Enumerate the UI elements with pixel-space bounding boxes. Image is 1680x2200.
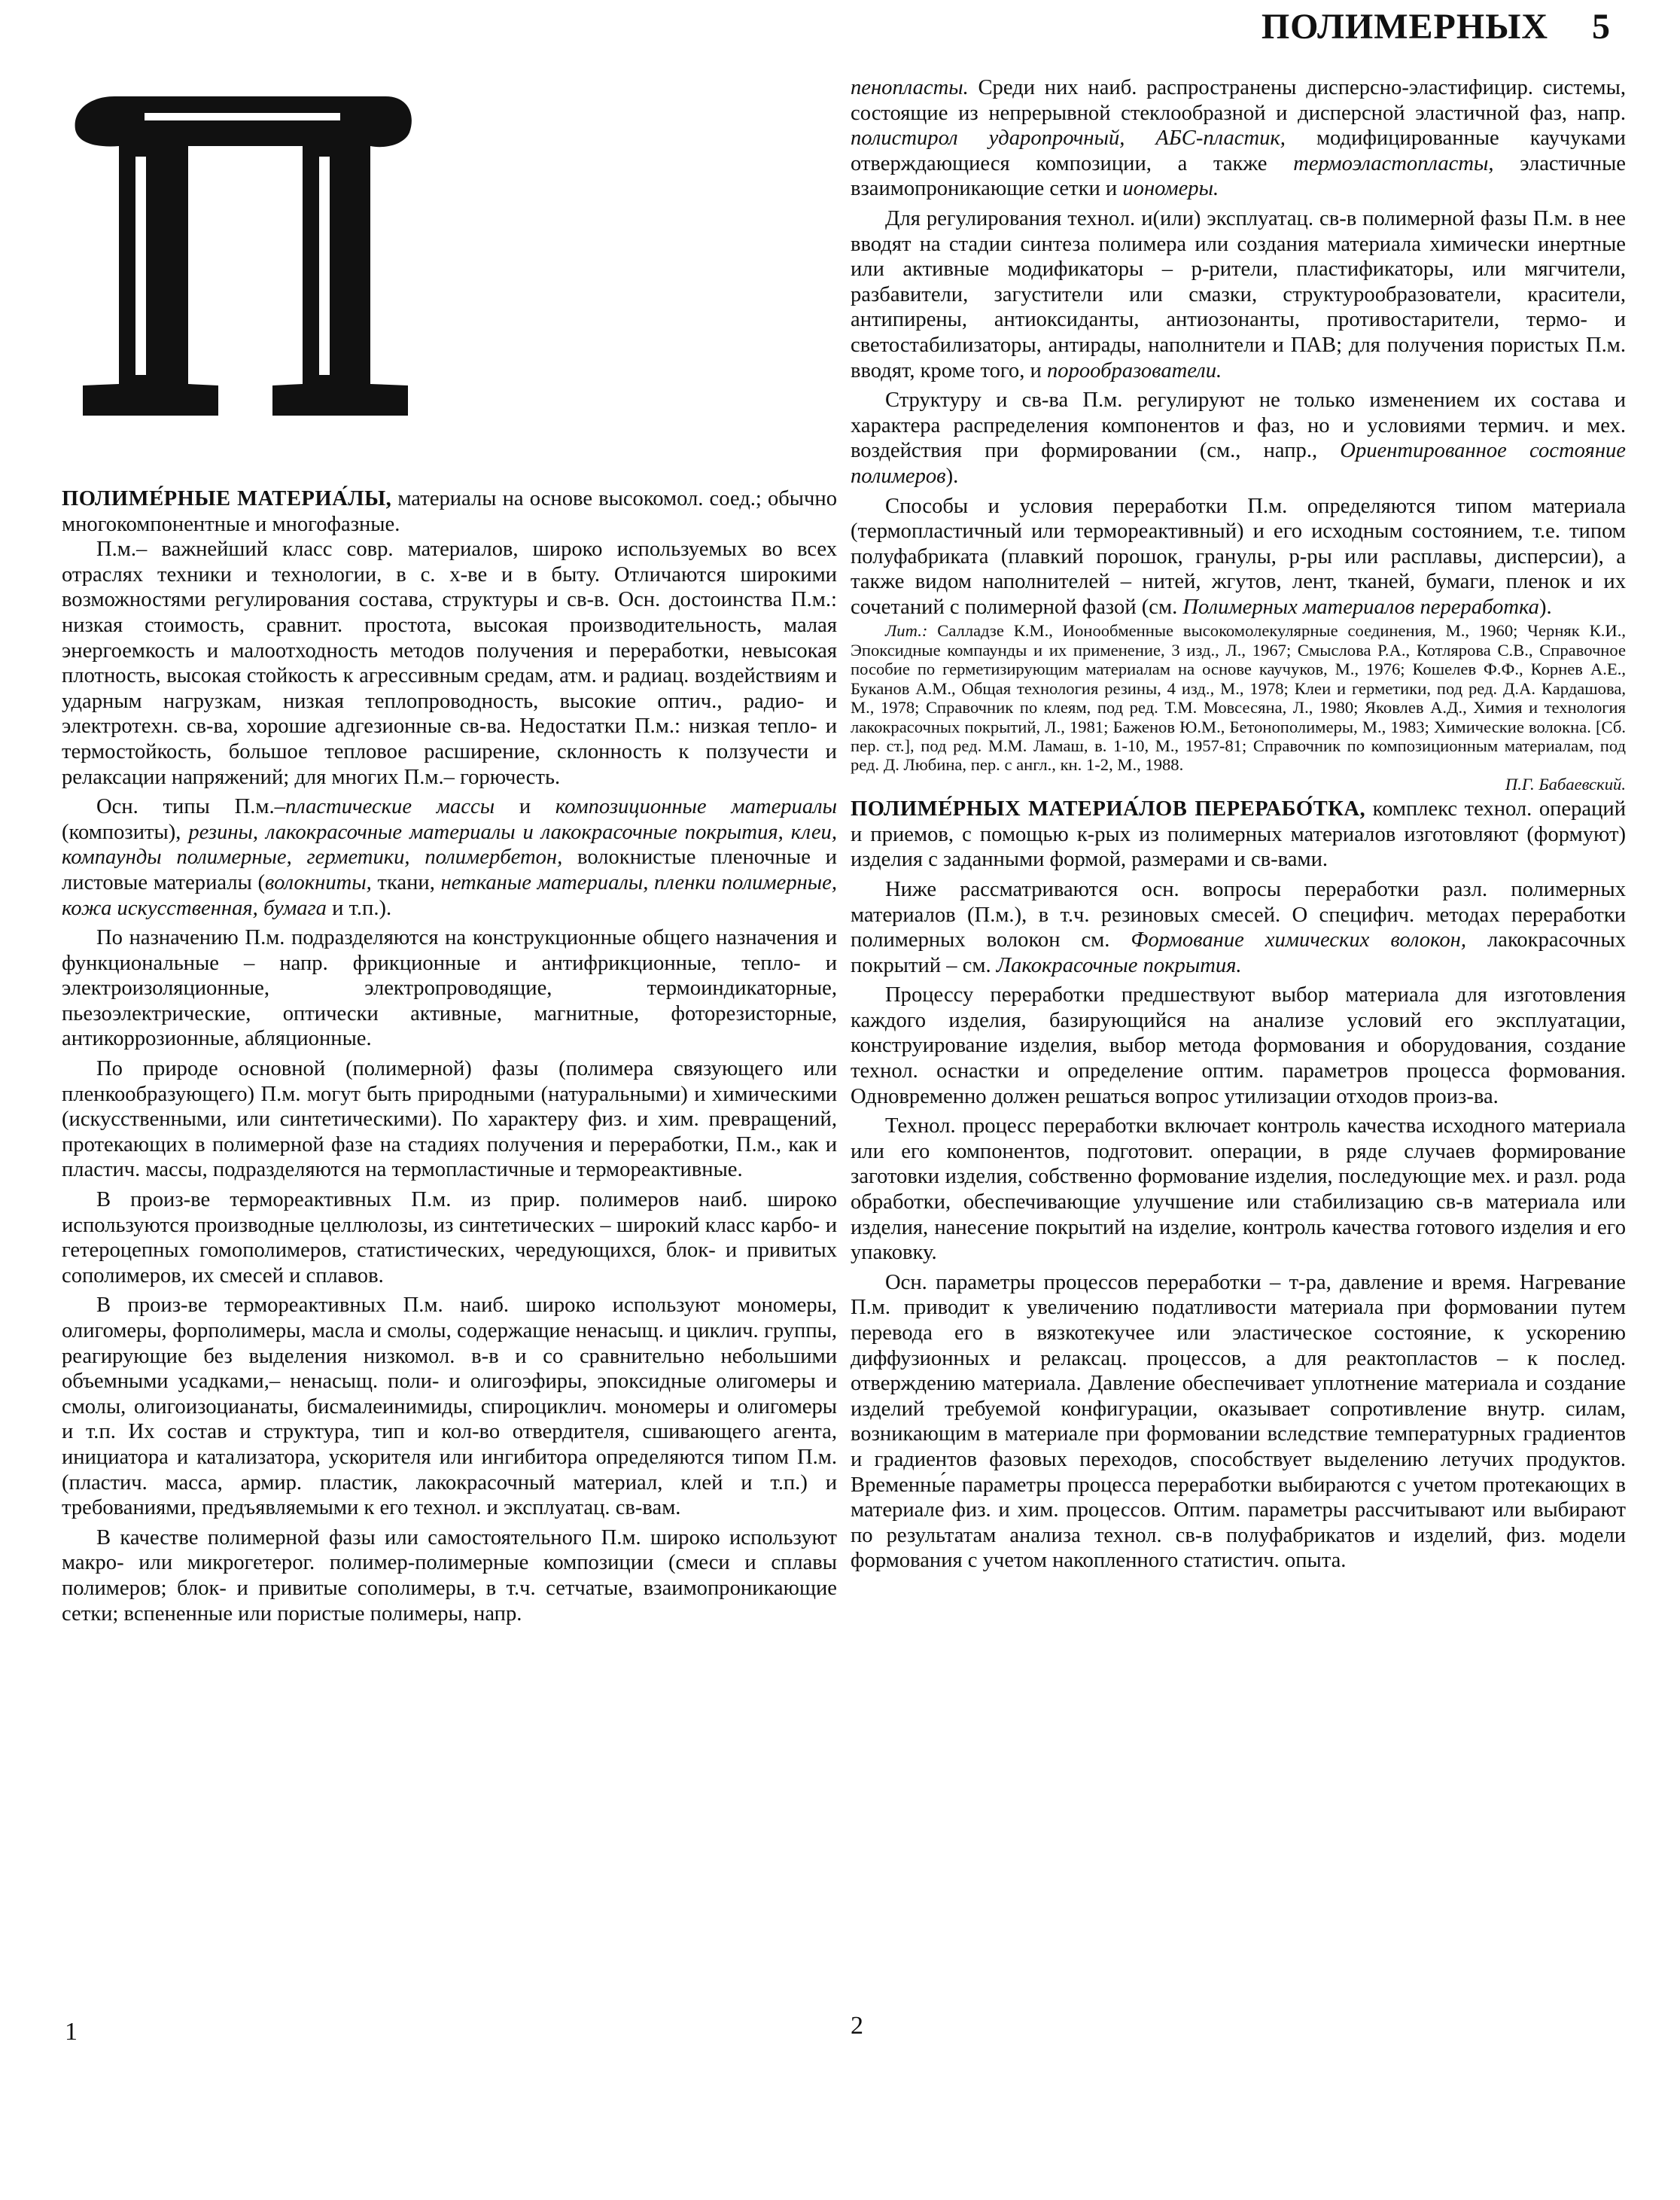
paragraph: В качестве полимерной фазы или самостоятельного П.м. широко используют макро- или микрогетерог. полимер-полимерные композиции (смеси и сплавы полимеров; блок- и привитые сополимеры, в т.ч. сетчатые, взаимопроникающие сетки; вспененные или пористые полимеры, напр. [62,1525,837,1626]
entry-term: ПОЛИМЕ́РНЫХ МАТЕРИА́ЛОВ ПЕРЕРАБО́ТКА, [851,797,1366,821]
entry-term: ПОЛИМЕ́РНЫЕ МАТЕРИА́ЛЫ, [62,487,392,510]
running-header [1262,6,1611,47]
paragraph: По природе основной (полимерной) фазы (полимера связующего или пленкообразующего) П.м. могут быть природными (натуральными) и химическими (искусственными, или синтетическими). По характеру физ. и хим. превращений, протекающих в полимерной фазе на стадиях получения и переработки, П.м., как и пластич. массы, подразделяются на термопластичные и термореактивные. [62,1057,837,1182]
header-page-number: 5 [1592,7,1611,47]
paragraph: Для регулирования технол. и(или) эксплуатац. св-в полимерной фазы П.м. в нее вводят на стадии синтеза полимера или создания материала химически инертные или активные модификаторы – р-рители, пластификаторы, или мягчители, разбавители, загустители или смазки, структурообразователи, красители, антипирены, антиоксиданты, антиозонанты, противостарители, термо- и светостабилизаторы, антирады, наполнители и ПАВ; для получения пористых П.м. вводят, кроме того, и порообразователи. [851,206,1626,382]
paragraph: В произ-ве термореактивных П.м. из прир. полимеров наиб. широко используются производные целлюлозы, из синтетических – широкий класс карбо- и гетероцепных гомополимеров, статистических, чередующихся, блок- и привитых сополимеров, их смесей и сплавов. [62,1188,837,1287]
right-column [851,75,1626,1574]
paragraph: Технол. процесс переработки включает контроль качества исходного материала или его компонентов, подготовит. операции, в ряде случаев формирование заготовки изделия, собственно формование изделия, последующие мех. и разл. рода обработки, обеспечивающие улучшение или стабилизацию св-в материала или изделия, нанесение покрытий на изделие, контроль качества готового изделия и его упаковку. [851,1114,1626,1265]
column-number-right: 2 [851,2012,863,2040]
paragraph: Осн. параметры процессов переработки – т-ра, давление и время. Нагревание П.м. приводит к увеличению податливости материала при формовании путем перевода его в вязкотекучее или эластическое состояние, к ускорению диффузионных и релаксац. процессов, а для реактопластов – к послед. отверждению материала. Давление обеспечивает уплотнение материала и создание изделий требуемой конфигурации, оказывает сопротивление внутр. силам, возникающим в материале при формовании вследствие температурных градиентов и градиентов фазовых переходов, способствует выделению летучих продуктов. Временны́е параметры процесса переработки выбираются с учетом протекающих в материале физ. и хим. процессов. Оптим. параметры рассчитывают или выбирают по результатам анализа технол. св-в полуфабрикатов и изделий, физ. модели формования с учетом накопленного статистич. опыта. [851,1270,1626,1573]
column-number-left: 1 [65,2018,78,2046]
literature-label: Лит.: [885,621,928,641]
left-column [62,486,837,1626]
literature-references: Лит.: Салладзе К.М., Ионообменные высокомолекулярные соединения, М., 1960; Черняк К.И., Эпоксидные компаунды и их применение, 3 изд., Л., 1967; Смыслова Р.А., Котлярова С.В., Справочное пособие по герметизирующим материалам на основе каучуков, М., 1976; Кошелев Ф.Ф., Корнев А.Е., Буканов А.М., Общая технология резины, 4 изд., М., 1978; Клеи и герметики, под ред. Д.А. Кардашова, М., 1978; Справочник по клеям, под ред. Т.М. Мовсесяна, Л., 1980; Яковлев А.Д., Химия и технология лакокрасочных покрытий, Л., 1981; Баженов Ю.М., Бетонополимеры, М., 1983; Химические волокна. [Сб. пер. ст.], под ред. М.М. Ламаш, в. 1-10, М., 1957-81; Справочник по композиционным материалам, под ред. Д. Любина, пер. с англ., кн. 1-2, М., 1988. П.Г. Бабаевский. [851,621,1626,794]
paragraph: П.м.– важнейший класс совр. материалов, широко используемых во всех отраслях техники и технологии, в с. х-ве и в быту. Отличаются широкими возможностями регулирования состава, структуры и св-в. Осн. достоинства П.м.: низкая стоимость, сравнит. простота, высокая производительность, малая энергоемкость и малоотходность методов получения и переработки, невысокая плотность, высокая стойкость к агрессивным средам, атм. и радиац. воздействиям и ударным нагрузкам, низкая теплопроводность, высокие оптич., радио- и электротехн. св-ва, хорошие адгезионные св-ва. Недостатки П.м.: низкая тепло- и термостойкость, большое тепловое расширение, склонность к ползучести и релаксации напряжений; для многих П.м.– горючесть. [62,538,837,789]
paragraph: Структуру и св-ва П.м. регулируют не только изменением их состава и характера распределения компонентов и фаз, но и условиями термич. и мех. воздействия при формировании (см., напр., Ориентированное состояние полимеров). [851,389,1626,488]
header-word: ПОЛИМЕРНЫХ [1261,7,1548,47]
paragraph: В произ-ве термореактивных П.м. наиб. широко используют мономеры, олигомеры, форполимеры, масла и смолы, содержащие ненасыщ. и циклич. группы, реагирующие без выделения низкомол. в-в и со сравнительно небольшими объемными усадками,– ненасыщ. поли- и олигоэфиры, эпоксидные олигомеры и смолы, олигоизоцианаты, бисмалеинимиды, спироциклич. мономеры и олигомеры и т.п. Их состав и структура, тип и кол-во отвердителя, сшивающего агента, инициатора и катализатора, ускорителя или ингибитора определяются типом П.м. (пластич. масса, армир. пластик, лакокрасочный материал, клей и т.п.) и требованиями, предъявляемыми к его технол. и эксплуатац. св-вам. [62,1293,837,1520]
paragraph: Способы и условия переработки П.м. определяются типом материала (термопластичный или термореактивный) и его исходным состоянием, т.е. типом полуфабриката (плавкий порошок, гранулы, р-ры или расплавы, дисперсии), а также видом наполнителей – нитей, жгутов, лент, тканей, бумаги, пленок и их сочетаний с полимерной фазой (см. Полимерных материалов переработка). [851,494,1626,619]
author-signature: П.Г. Бабаевский. [1505,774,1626,794]
paragraph: Ниже рассматриваются осн. вопросы переработки разл. полимерных материалов (П.м.), в т.ч. резиновых смесей. О специфич. методах переработки полимерных волокон см. Формование химических волокон, лакокрасочных покрытий – см. Лакокрасочные покрытия. [851,877,1627,977]
paragraph: Осн. типы П.м.–пластические массы и композиционные материалы (композиты), резины, лакокрасочные материалы и лакокрасочные покрытия, клеи, компаунды полимерные, герметики, полимербетон, волокнистые пленочные и листовые материалы (волокниты, ткани, нетканые материалы, пленки полимерные, кожа искусственная, бумага и т.п.). [62,795,838,920]
article-polymer-processing-intro: ПОЛИМЕ́РНЫХ МАТЕРИА́ЛОВ ПЕРЕРАБО́ТКА, комплекс технол. операций и приемов, с помощью к-рых из полимерных материалов изготовляют (формуют) изделия с заданными формой, размерами и св-вами. [851,797,1627,872]
paragraph: По назначению П.м. подразделяются на конструкционные общего назначения и функциональные – напр. фрикционные и антифрикционные, тепло- и электроизоляционные, электропроводящие, термоиндикаторные, пьезоэлектрические, оптически активные, магнитные, фоторезисторные, антикоррозионные, абляционные. [62,926,837,1051]
paragraph: Процессу переработки предшествуют выбор материала для изготовления каждого изделия, базирующийся на анализе условий его эксплуатации, конструирование изделия, выбор метода формования и оборудования, создание технол. оснастки и определение оптим. параметров процесса формования. Одновременно должен решаться вопрос утилизации отходов произ-ва. [851,983,1626,1108]
dropcap-letter [62,90,423,422]
article-polymer-materials-intro: ПОЛИМЕ́РНЫЕ МАТЕРИА́ЛЫ, материалы на основе высокомол. соед.; обычно многокомпонентные и многофазные. [62,487,838,536]
dropcap-glyph: П [242,417,244,419]
paragraph: пенопласты. Среди них наиб. распространены дисперсно-эластифицир. системы, состоящие из непрерывной стеклообразной и дисперсной эластичной фаз, напр. полистирол ударопрочный, АБС-пластик, модифицированные каучуками отверждающиеся композиции, а также термоэластопласты, эластичные взаимопроникающие сетки и иономеры. [851,76,1626,201]
